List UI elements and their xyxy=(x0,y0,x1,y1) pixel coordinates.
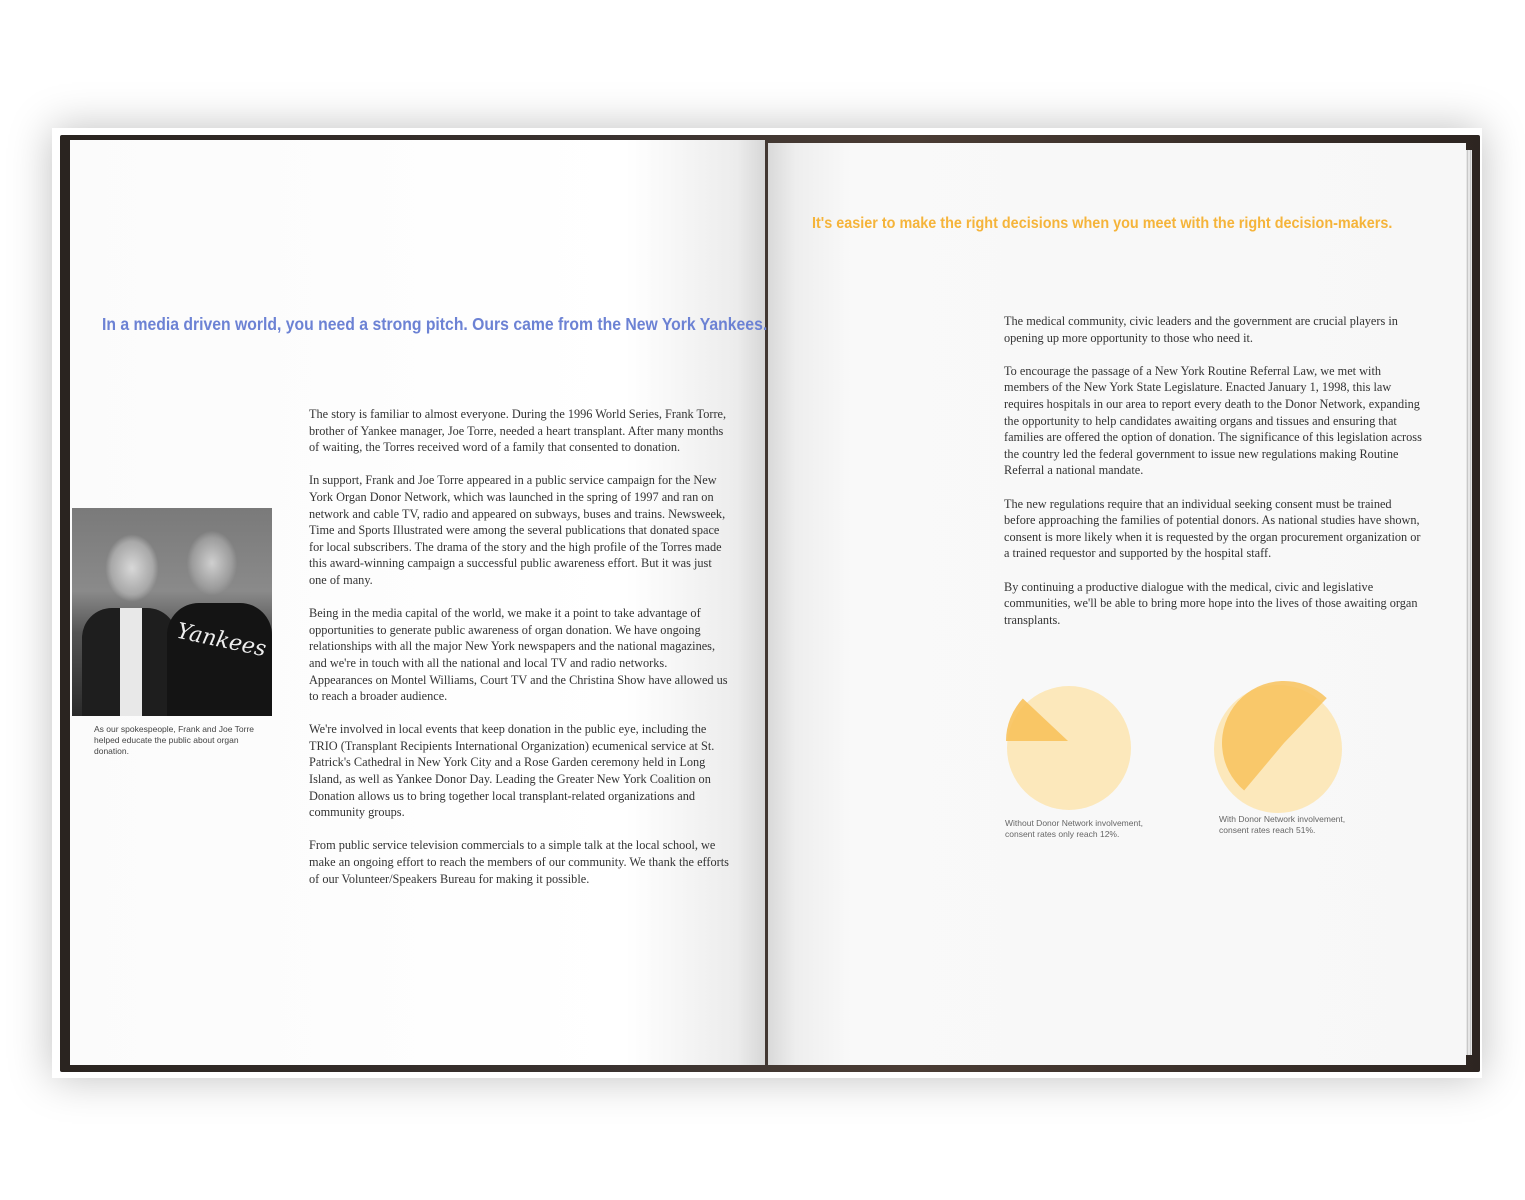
pie-with-caption-line-2: consent rates reach 51%. xyxy=(1219,825,1316,835)
photo-caption: As our spokespeople, Frank and Joe Torre helped educate the public about organ donation. xyxy=(94,724,255,756)
right-page xyxy=(768,143,1466,1065)
left-paragraph-4: We're involved in local events that keep donation in the public eye, including the TRIO (Transplant Recipients International Organization) ecumenical service at St. Patrick's Cathedral in New York City and a Rose Garden ceremony held in Long Island, as well as Yankee Donor Day. Leading the Greater New York Coalition on Donation allows us to bring together local transplant-related organizations and community groups. xyxy=(309,722,715,820)
right-body xyxy=(1004,313,1424,645)
pie-chart-without xyxy=(1004,683,1134,818)
right-paragraph-2: To encourage the passage of a New York Routine Referral Law, we met with members of the New York State Legislature. Enacted January 1, 1998, this law requires hospitals in our area to report every death to the Donor Network, expanding the opportunity to help candidates awaiting organs and tissues and ensuring that families are offered the option of donation. The significance of this legislation across the country led the federal government to issue new regulations making Routine Referral a national mandate. xyxy=(1004,363,1422,478)
left-page xyxy=(70,140,768,1065)
left-paragraph-5: From public service television commercials to a simple talk at the local school, we make an ongoing effort to reach the members of our community. We thank the efforts of our Volunteer/Speakers Bureau for making it possible. xyxy=(309,838,729,886)
right-paragraph-4: By continuing a productive dialogue with the medical, civic and legislative communities, we'll be able to bring more hope into the lives of those awaiting organ transplants. xyxy=(1004,579,1418,627)
left-paragraph-3: Being in the media capital of the world, we make it a point to take advantage of opportunities to generate public awareness of organ donation. We have ongoing relationships with all the major New York newspapers and the national magazines, and we're in touch with all the national and local TV and radio networks. Appearances on Montel Williams, Court TV and the Christina Show have allowed us to reach a broader audience. xyxy=(309,606,728,704)
right-paragraph-3: The new regulations require that an individual seeking consent must be trained before approaching the families of potential donors. As national studies have shown, consent is more likely when it is requested by the organ procurement organization or a trained requestor and supported by the hospital staff. xyxy=(1004,496,1421,561)
left-headline: In a media driven world, you need a strong pitch. Ours came from the New York Yankees. xyxy=(102,314,768,334)
pie-with-caption-line-1: With Donor Network involvement, xyxy=(1219,814,1346,824)
torre-photo xyxy=(72,508,272,716)
pie-chart-with xyxy=(1208,673,1358,823)
left-paragraph-1: The story is familiar to almost everyone. During the 1996 World Series, Frank Torre, brother of Yankee manager, Joe Torre, needed a heart transplant. After many months of waiting, the Torres received word of a family that consented to donation. xyxy=(309,407,727,455)
left-body xyxy=(309,406,729,904)
pie-without-caption xyxy=(1005,818,1143,840)
pie-without-caption-line-2: consent rates only reach 12%. xyxy=(1005,829,1120,839)
right-paragraph-1: The medical community, civic leaders and the government are crucial players in opening up more opportunity to those who need it. xyxy=(1004,314,1398,345)
pie-without-caption-line-1: Without Donor Network involvement, xyxy=(1005,818,1143,828)
left-paragraph-2: In support, Frank and Joe Torre appeared in a public service campaign for the New York Organ Donor Network, which was launched in the spring of 1997 and ran on network and cable TV, radio and appeared on subways, buses and trains. Newsweek, Time and Sports Illustrated were among the several publications that donated space for local subscribers. The drama of the story and the high profile of the Torres made this award-winning campaign a successful public awareness effort. But it was just one of many. xyxy=(309,473,726,587)
pie-with-caption xyxy=(1219,814,1345,836)
photo-jacket-logo: Yankees xyxy=(174,618,269,663)
pie-without-svg xyxy=(1004,683,1134,813)
photo-shirt xyxy=(120,608,142,716)
right-headline: It's easier to make the right decisions when you meet with the right decision-makers. xyxy=(812,215,1393,232)
pie-with-svg xyxy=(1208,673,1358,818)
